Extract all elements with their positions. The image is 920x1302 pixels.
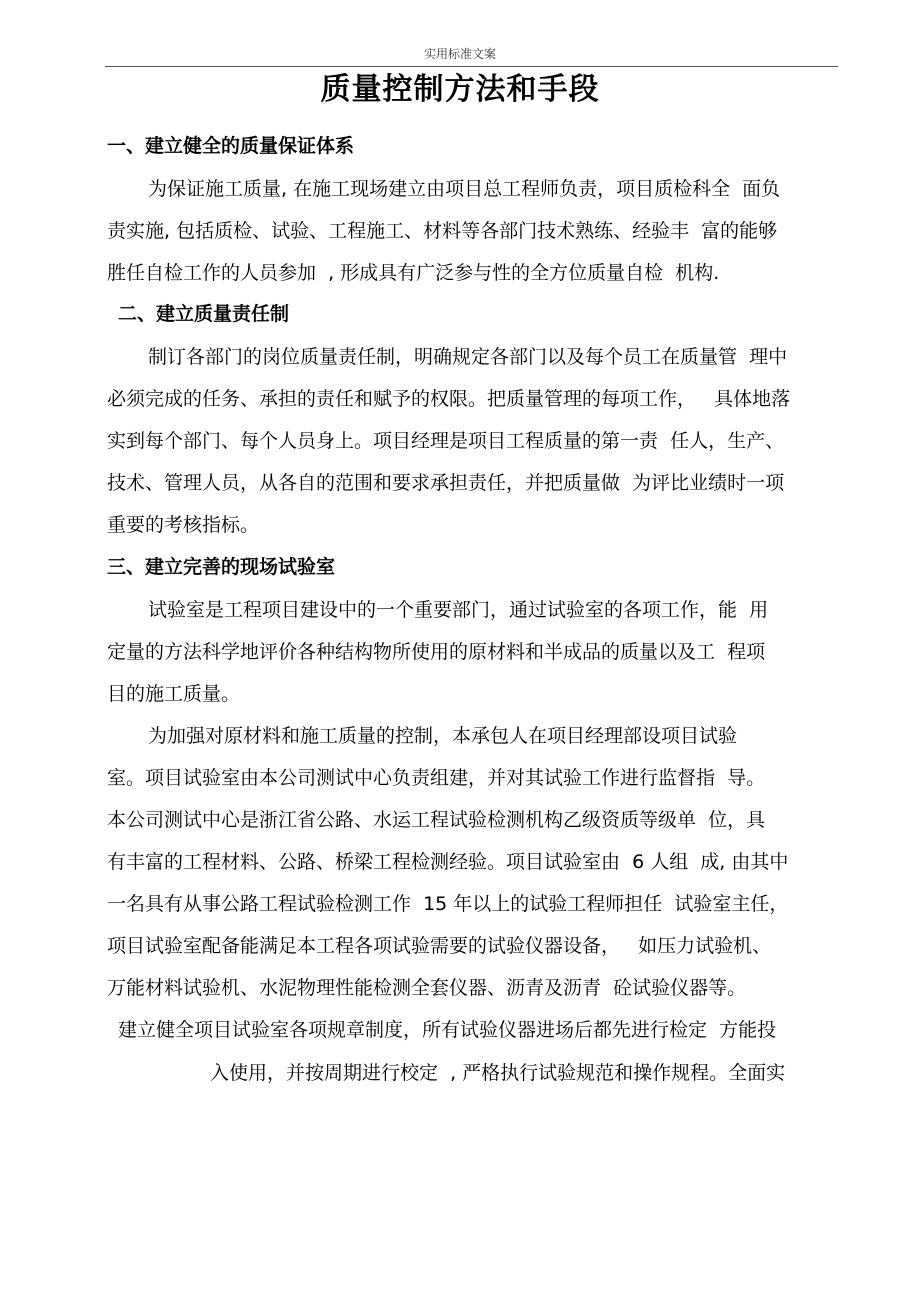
paragraph-line: 重要的考核指标。 (107, 514, 260, 536)
paragraph-line: 万能材料试验机、水泥物理性能检测全套仪器、沥青及沥青 砼试验仪器等。 (107, 977, 747, 999)
paragraph-line: 目的施工质量。 (107, 683, 241, 705)
paragraph-line: 必须完成的任务、承担的责任和赋予的权限。把质量管理的每项工作， 具体地落 (107, 388, 791, 410)
paragraph-line: 试验室是工程项目建设中的一个重要部门，通过试验室的各项工作，能 用 (148, 599, 769, 621)
paragraph-line: 有丰富的工程材料、公路、桥梁工程检测经验。项目试验室由 6 人组 成, 由其中 (107, 851, 789, 873)
paragraph-line: 技术、管理人员，从各自的范围和要求承担责任，并把质量做 为评比业绩时一项 (107, 472, 785, 494)
paragraph-line: 胜任自检工作的人员参加 , 形成具有广泛参与性的全方位质量自检 机构. (107, 262, 720, 284)
paragraph-line: 建立健全项目试验室各项规章制度，所有试验仪器进场后都先进行检定 方能投 (118, 1019, 777, 1041)
section-heading: 一、建立健全的质量保证体系 (107, 135, 355, 157)
document-title: 质量控制方法和手段 (320, 72, 600, 107)
paragraph-line: 为加强对原材料和施工质量的控制，本承包人在项目经理部设项目试验 (148, 725, 738, 747)
paragraph-line: 项目试验室配备能满足本工程各项试验需要的试验仪器设备， 如压力试验机、 (107, 935, 772, 957)
paragraph-line: 入使用，并按周期进行校定 , 严格执行试验规范和操作规程。全面实 (210, 1062, 786, 1084)
paragraph-line: 制订各部门的岗位质量责任制，明确规定各部门以及每个员工在质量管 理中 (148, 346, 788, 368)
section-heading: 二、建立质量责任制 (118, 303, 290, 325)
paragraph-line: 一名具有从事公路工程试验检测工作 15 年以上的试验工程师担任 试验室主任， (107, 893, 789, 915)
paragraph-line: 责实施, 包括质检、试验、工程施工、材料等各部门技术熟练、经验丰 富的能够 (107, 220, 778, 242)
paragraph-line: 为保证施工质量, 在施工现场建立由项目总工程师负责，项目质检科全 面负 (148, 178, 781, 200)
paragraph-line: 本公司测试中心是浙江省公路、水运工程试验检测机构乙级资质等级单 位，具 (107, 809, 766, 831)
paragraph-line: 定量的方法科学地评价各种结构物所使用的原材料和半成品的质量以及工 程项 (107, 641, 766, 663)
paragraph-line: 室。项目试验室由本公司测试中心负责组建，并对其试验工作进行监督指 导。 (107, 767, 766, 789)
paragraph-line: 实到每个部门、每个人员身上。项目经理是项目工程质量的第一责 任人，生产、 (107, 430, 785, 452)
section-heading: 三、建立完善的现场试验室 (107, 556, 336, 578)
page-header: 实用标准文案 (423, 47, 496, 61)
